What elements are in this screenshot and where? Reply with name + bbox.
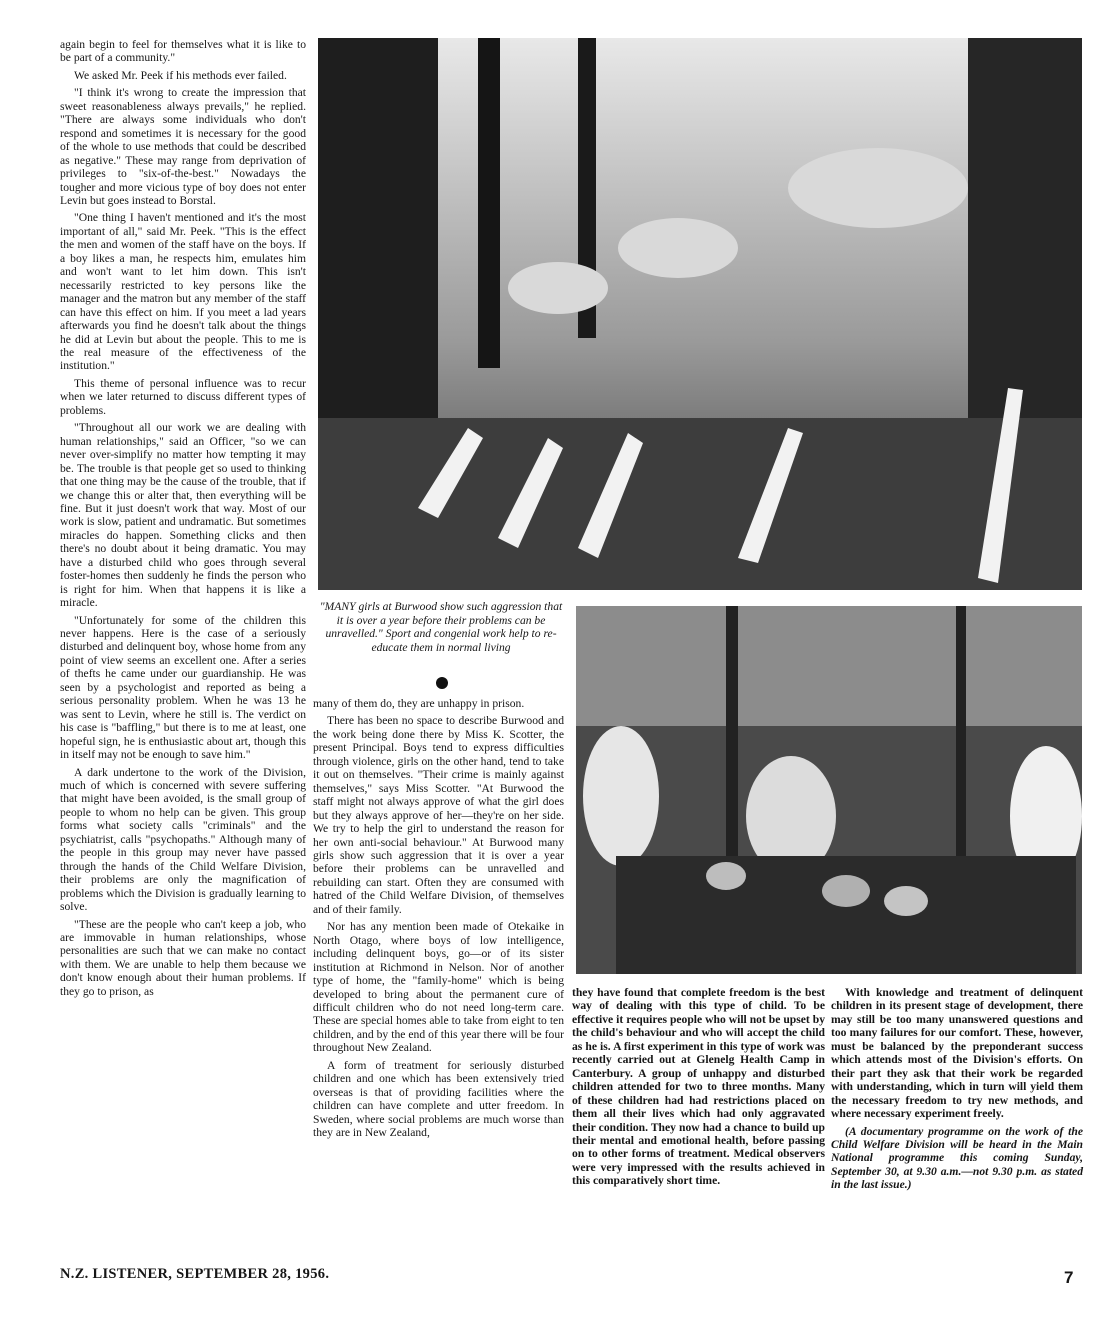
col1-paragraph-9: "These are the people who can't keep a job, who are immovable in human relationships, whose personalities are such that we can make no contact with them. We are unable to help them because we don't know enough about their human problems. If they go to prison, as [60,917,306,998]
col2-paragraph-2: There has been no space to describe Burwood and the work being done there by Miss K. Scotter, the present Principal. Boys tend to express difficulties through violence, girls on the other hand, tend to take it out on themselves. "Their crime is mainly against themselves," says Miss Scotter. "At Burwood the staff might not always approve of what the girl does but they always approve of her—they're on her side. We try to help the girl to understand the reason for her own anti-social behaviour." At Burwood many girls show such aggression that it is over a year before their problems can be unravelled and rebuilding can start. Often they are consumed with hatred of the Child Welfare Division, of themselves and of their family. [313,714,564,916]
photo-girls-hurdling [318,38,1082,590]
photo-caption-top: "MANY girls at Burwood show such aggression that it is over a year before their problems can be unravelled." Sport and congenial work help to re-educate them in normal living [319,600,563,654]
col2-paragraph-4: A form of treatment for seriously disturbed children and one which has been extensively tried overseas is that of providing facilities where the children can have complete and utter freedom. In Sweden, where social problems are much worse than they are in New Zealand, [313,1058,564,1140]
photo-greenhouse [576,606,1082,974]
page-number: 7 [1064,1268,1074,1287]
col1-paragraph-5: This theme of personal influence was to recur when we later returned to discuss different types of problems. [60,376,306,417]
col1-paragraph-4: "One thing I haven't mentioned and it's the most important of all," said Mr. Peek. "This is the effect the men and women of the staff have on the boys. If a boy likes a man, he respects him, emulates him and won't want to let him down. This isn't necessarily restricted to key persons like the manager and the matron but any member of the staff can have this effect on him. If you meet a lad years afterwards you find he doesn't talk about the things he did at Levin but about the people. This to me is the real measure of the effectiveness of the institution." [60,211,306,373]
col4-note: (A documentary programme on the work of the Child Welfare Division will be heard in the Main National programme this coming Sunday, September 30, at 9.30 a.m.—not 9.30 p.m. as stated in the last issue.) [831,1124,1083,1192]
column-1 [60,38,306,1002]
col1-paragraph-3: "I think it's wrong to create the impression that sweet reasonableness always prevails," he replied. "There are always some individuals who don't respond and sometimes it is necessary for the good of the whole to use methods that could be described as negative." These may range from deprivation of privileges to "six-of-the-best." Nowadays the tougher and more vicious type of boy does not enter Levin but goes instead to Borstal. [60,86,306,207]
column-2 [313,697,564,1144]
section-bullet [436,677,448,689]
column-4 [831,986,1083,1196]
col4-paragraph-1: With knowledge and treatment of delinquent children in its present stage of development, there may still be too many unanswered questions and too many failures for our comfort. These, however, must be balanced by the preponderant success which attends most of the Division's efforts. On their part they ask that their work be regarded with understanding, which in turn will yield them the necessary freedom to try new methods, and where necessary experiment freely. [831,986,1083,1121]
col2-paragraph-3: Nor has any mention been made of Otekaike in North Otago, where boys of low intelligence, including delinquent boys, go—or of its sister institution at Richmond in Nelson. Nor of another type of home, the "family-home" which is being developed to bring about the permanent cure of difficult children who do not need long-term care. These are special homes able to take from eight to ten children, and by the end of this year there will be four throughout New Zealand. [313,920,564,1055]
col1-paragraph-1: again begin to feel for themselves what it is like to be part of a community." [60,38,306,65]
column-3 [572,986,825,1192]
col2-paragraph-1: many of them do, they are unhappy in prison. [313,697,525,710]
publication-footer: N.Z. LISTENER, SEPTEMBER 28, 1956. [60,1266,330,1282]
col3-paragraph-1: they have found that complete freedom is the best way of dealing with this type of child. To be effective it requires people who will not be upset by the child's behaviour and who will accept the child as he is. A first experiment in this type of work was recently carried out at Glenelg Health Camp in Canterbury. A group of unhappy and disturbed children attended for two to three months. Many of these children had had restrictions placed on them all their lives which had only aggravated their condition. They now had a chance to build up their mental and emotional health, before passing on to other forms of treatment. Medical observers were very impressed with the results achieved in this comparatively short time. [572,986,825,1188]
col1-paragraph-6: "Throughout all our work we are dealing with human relationships," said an Officer, "so we can never over-simplify no matter how tempting it may be. The trouble is that people get so used to thinking that one thing may be the cause of the trouble, that if we change this or alter that, then everything will be fine. But it just doesn't work that way. Most of our work is slow, patient and undramatic. But sometimes miracles do happen. Something clicks and then there's no doubt about it being dramatic. You may have a disturbed child who goes through several foster-homes then suddenly he finds the person who is right for him. When that happens it is like a miracle. [60,421,306,610]
col1-paragraph-2: We asked Mr. Peek if his methods ever failed. [74,68,287,82]
col1-paragraph-7: "Unfortunately for some of the children this never happens. Here is the case of a seriously disturbed and delinquent boy, whose home from any point of view seems an excellent one. After a series of thefts he came under our guardianship. He was seen by a psychologist and reported as being a serious personality problem. When he was 13 he was sent to Levin, where he still is. The verdict on his case is "baffling," but there is to me at least, one hopeful sign, he is enthusiastic about art, though this in itself may not be enough to save him." [60,613,306,762]
col1-paragraph-8: A dark undertone to the work of the Division, much of which is concerned with severe suffering that might have been avoided, is the small group of people to whom no help can be given. This group forms what society calls "criminals" and the psychiatrist, calls "psychopaths." Although many of the people in this group may never have passed through the hands of the Child Welfare Division, their problems are only the magnification of problems which the Division is gradually learning to solve. [60,765,306,914]
